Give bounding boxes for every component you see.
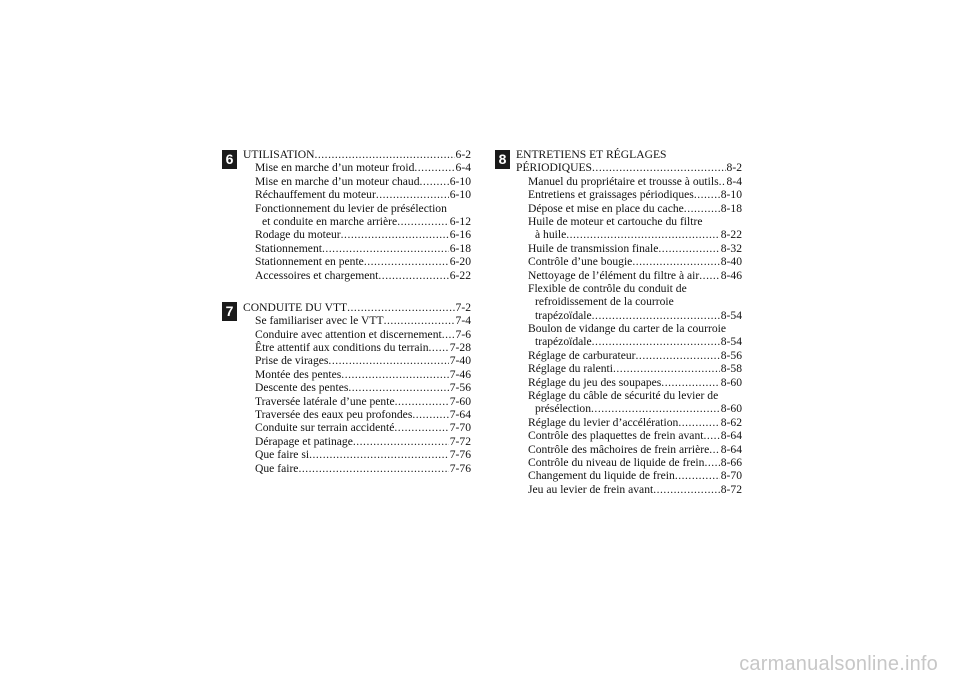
toc-entry[interactable] <box>516 362 742 375</box>
toc-entry[interactable] <box>243 328 471 341</box>
toc-entry-page: 8-64 <box>720 429 742 443</box>
toc-section-6-items <box>243 161 471 282</box>
toc-entry-page: 6-4 <box>455 161 471 175</box>
toc-entry-title: Mise en marche d’un moteur froid <box>255 161 415 175</box>
toc-entry[interactable] <box>516 202 742 215</box>
toc-entry-page: 8-22 <box>720 228 742 242</box>
toc-entry[interactable] <box>516 376 742 389</box>
toc-entry[interactable] <box>243 202 471 215</box>
toc-section-8-items <box>516 175 742 496</box>
toc-right-column <box>516 148 742 496</box>
toc-entry[interactable] <box>243 255 471 268</box>
toc-entry[interactable] <box>243 368 471 381</box>
toc-entry-title: Dérapage et patinage <box>255 434 353 448</box>
dot-leader <box>353 435 449 448</box>
toc-entry[interactable] <box>516 456 742 469</box>
toc-entry-title: Rodage du moteur <box>255 228 341 242</box>
dot-leader <box>328 354 448 367</box>
toc-entry-title: Dépose et mise en place du cache <box>528 201 684 215</box>
toc-entry-title: Conduire avec attention et discernement <box>255 327 442 341</box>
chapter-tab-8: 8 <box>495 150 510 169</box>
toc-heading-utilisation[interactable]: UTILISATION ..... 6-2 <box>243 148 471 161</box>
dot-leader <box>414 161 454 174</box>
toc-entry-title: Entretiens et graissages périodiques <box>528 188 694 202</box>
dot-leader <box>709 443 720 456</box>
toc-entry[interactable] <box>516 402 742 415</box>
dot-leader <box>309 448 449 461</box>
toc-entry-title: Accessoires et chargement <box>255 268 379 282</box>
chapter-tab-6: 6 <box>222 150 237 169</box>
toc-entry-title: Jeu au levier de frein avant <box>528 482 654 496</box>
chapter-tab-7: 7 <box>222 302 237 321</box>
toc-entry[interactable] <box>243 314 471 327</box>
toc-entry[interactable] <box>243 381 471 394</box>
toc-entry-title: Fonctionnement du levier de présélection <box>255 201 447 215</box>
toc-entry-page: 8-56 <box>720 348 742 362</box>
toc-entry-page: 6-10 <box>449 188 471 202</box>
toc-entry-title: Réglage du levier d’accélération <box>528 415 679 429</box>
toc-entry-page: 7-64 <box>449 408 471 422</box>
toc-left-column <box>243 148 471 475</box>
toc-entry-page: 7-4 <box>455 314 471 328</box>
dot-leader <box>442 328 455 341</box>
toc-entry[interactable] <box>243 354 471 367</box>
toc-entry-page: 8-66 <box>720 455 742 469</box>
toc-heading-conduite[interactable]: CONDUITE DU VTT ..... 7-2 <box>243 301 471 314</box>
toc-entry[interactable] <box>243 228 471 241</box>
dot-leader <box>613 362 720 375</box>
toc-entry-title: Être attentif aux conditions du terrain <box>255 341 429 355</box>
toc-entry[interactable] <box>516 416 742 429</box>
toc-entry[interactable] <box>243 462 471 475</box>
toc-entry-title: refroidissement de la courroie <box>535 295 674 309</box>
toc-entry-page: 8-4 <box>726 174 742 188</box>
toc-entry[interactable] <box>516 469 742 482</box>
toc-entry-title: Nettoyage de l’élément du filtre à air <box>528 268 700 282</box>
toc-entry[interactable] <box>516 282 742 295</box>
dot-leader <box>678 416 719 429</box>
toc-entry-title: Stationnement en pente <box>255 255 364 269</box>
dot-leader <box>348 381 448 394</box>
dot-leader <box>592 335 720 348</box>
dot-leader <box>592 309 720 322</box>
toc-entry-title: Traversée des eaux peu profondes <box>255 408 413 422</box>
dot-leader <box>653 483 720 496</box>
toc-entry[interactable] <box>243 448 471 461</box>
toc-entry[interactable] <box>516 309 742 322</box>
dot-leader <box>661 376 719 389</box>
dot-leader <box>298 462 448 475</box>
toc-entry[interactable] <box>243 395 471 408</box>
toc-entry-page: 6-20 <box>449 255 471 269</box>
toc-entry-page: 7-60 <box>449 394 471 408</box>
toc-entry-page: 7-46 <box>449 367 471 381</box>
toc-entry-page: 7-6 <box>455 327 471 341</box>
toc-entry-page: 7-28 <box>449 341 471 355</box>
toc-entry-page: 7-72 <box>449 434 471 448</box>
toc-entry[interactable] <box>243 421 471 434</box>
dot-leader <box>341 368 448 381</box>
toc-entry-title: Descente des pentes <box>255 381 349 395</box>
toc-entry[interactable] <box>243 215 471 228</box>
toc-entry-page: 8-60 <box>720 402 742 416</box>
toc-entry-title: Manuel du propriétaire et trousse à outils <box>528 174 719 188</box>
toc-entry-title: Réglage de carburateur <box>528 348 636 362</box>
toc-entry-title: Changement du liquide de frein <box>528 469 675 483</box>
dot-leader <box>694 188 720 201</box>
toc-entry-page: 8-60 <box>720 375 742 389</box>
toc-entry[interactable] <box>243 408 471 421</box>
toc-entry[interactable] <box>516 295 742 308</box>
toc-entry-page: 8-64 <box>720 442 742 456</box>
toc-entry-title: Que faire si <box>255 448 310 462</box>
toc-entry[interactable] <box>243 175 471 188</box>
toc-entry-page: 6-12 <box>449 214 471 228</box>
dot-leader <box>376 188 449 201</box>
toc-entry[interactable] <box>516 269 742 282</box>
dot-leader <box>703 429 719 442</box>
toc-entry-title: et conduite en marche arrière <box>262 214 398 228</box>
dot-leader <box>636 349 720 362</box>
toc-entry[interactable] <box>243 435 471 448</box>
toc-entry-title: Traversée latérale d’une pente <box>255 394 395 408</box>
toc-entry-title: trapézoïdale <box>535 335 592 349</box>
toc-entry[interactable] <box>516 175 742 188</box>
toc-entry[interactable] <box>516 255 742 268</box>
toc-entry[interactable] <box>243 242 471 255</box>
toc-entry-title: Conduite sur terrain accidenté <box>255 421 395 435</box>
dot-leader <box>632 255 719 268</box>
toc-section-7-items <box>243 314 471 475</box>
toc-entry-title: Montée des pentes <box>255 367 342 381</box>
toc-entry[interactable] <box>516 389 742 402</box>
toc-heading-entretiens-line2[interactable]: PÉRIODIQUES ..... 8-2 <box>516 161 742 174</box>
toc-entry-title: Réglage du ralenti <box>528 362 613 376</box>
toc-entry-page: 8-58 <box>720 362 742 376</box>
toc-entry-title: Flexible de contrôle du conduit de <box>528 281 687 295</box>
toc-entry[interactable] <box>243 269 471 282</box>
dot-leader <box>395 395 449 408</box>
toc-entry-title: Réchauffement du moteur <box>255 188 376 202</box>
dot-leader <box>322 242 449 255</box>
toc-entry-title: Contrôle d’une bougie <box>528 255 633 269</box>
toc-entry-page: 6-18 <box>449 241 471 255</box>
toc-entry[interactable] <box>516 188 742 201</box>
dot-leader <box>364 255 449 268</box>
toc-entry-title: Mise en marche d’un moteur chaud <box>255 174 420 188</box>
toc-entry-page: 8-32 <box>720 241 742 255</box>
toc-entry-title: Contrôle du niveau de liquide de frein <box>528 455 705 469</box>
toc-entry[interactable] <box>516 228 742 241</box>
toc-entry-page: 7-40 <box>449 354 471 368</box>
dot-leader <box>566 228 720 241</box>
toc-entry[interactable] <box>516 242 742 255</box>
dot-leader <box>658 242 719 255</box>
toc-entry-page: 6-10 <box>449 174 471 188</box>
dot-leader <box>412 408 448 421</box>
toc-entry-title: trapézoïdale <box>535 308 592 322</box>
toc-entry-title: Boulon de vidange du carter de la courroie <box>528 322 726 336</box>
toc-entry-title: Huile de moteur et cartouche du filtre <box>528 214 703 228</box>
toc-entry-page: 8-54 <box>720 335 742 349</box>
toc-entry[interactable] <box>516 483 742 496</box>
dot-leader <box>341 228 449 241</box>
toc-entry-title: Contrôle des plaquettes de frein avant <box>528 429 704 443</box>
toc-entry-page: 6-22 <box>449 268 471 282</box>
dot-leader <box>719 175 726 188</box>
toc-entry-title: Huile de transmission finale <box>528 241 659 255</box>
toc-entry[interactable] <box>516 215 742 228</box>
toc-entry-page: 8-72 <box>720 482 742 496</box>
toc-entry[interactable] <box>516 429 742 442</box>
toc-entry[interactable] <box>516 322 742 335</box>
toc-entry-title: présélection <box>535 402 592 416</box>
toc-entry-page: 7-76 <box>449 448 471 462</box>
toc-entry-page: 8-70 <box>720 469 742 483</box>
dot-leader <box>420 175 449 188</box>
toc-entry-title: à huile <box>535 228 567 242</box>
dot-leader <box>397 215 449 228</box>
dot-leader <box>591 402 720 415</box>
toc-entry-title: Que faire <box>255 461 299 475</box>
toc-entry-title: Réglage du jeu des soupapes <box>528 375 662 389</box>
dot-leader <box>675 469 720 482</box>
toc-entry[interactable] <box>243 188 471 201</box>
toc-entry-title: Prise de virages <box>255 354 329 368</box>
dot-leader <box>394 421 448 434</box>
toc-entry-page: 8-10 <box>720 188 742 202</box>
watermark: carmanualsonline.info <box>739 653 938 675</box>
dot-leader <box>384 314 455 327</box>
dot-leader <box>429 341 449 354</box>
toc-entry-page: 8-18 <box>720 201 742 215</box>
toc-entry-page: 8-46 <box>720 268 742 282</box>
dot-leader <box>704 456 719 469</box>
toc-entry-page: 8-62 <box>720 415 742 429</box>
toc-entry-page: 7-56 <box>449 381 471 395</box>
toc-entry-title: Stationnement <box>255 241 322 255</box>
toc-entry-page: 7-76 <box>449 461 471 475</box>
toc-entry[interactable] <box>243 161 471 174</box>
toc-entry[interactable] <box>516 443 742 456</box>
dot-leader <box>699 269 719 282</box>
toc-entry-page: 8-54 <box>720 308 742 322</box>
dot-leader <box>684 202 720 215</box>
toc-heading-entretiens-line1[interactable]: ENTRETIENS ET RÉGLAGES <box>516 148 667 161</box>
toc-entry-page: 8-40 <box>720 255 742 269</box>
toc-entry[interactable] <box>516 349 742 362</box>
toc-entry-page: 6-16 <box>449 228 471 242</box>
toc-entry-title: Réglage du câble de sécurité du levier de <box>528 389 719 403</box>
dot-leader <box>378 269 448 282</box>
toc-entry-title: Se familiariser avec le VTT <box>255 314 384 328</box>
toc-entry[interactable] <box>243 341 471 354</box>
toc-entry[interactable] <box>516 335 742 348</box>
toc-entry-page: 7-70 <box>449 421 471 435</box>
toc-entry-title: Contrôle des mâchoires de frein arrière <box>528 442 710 456</box>
